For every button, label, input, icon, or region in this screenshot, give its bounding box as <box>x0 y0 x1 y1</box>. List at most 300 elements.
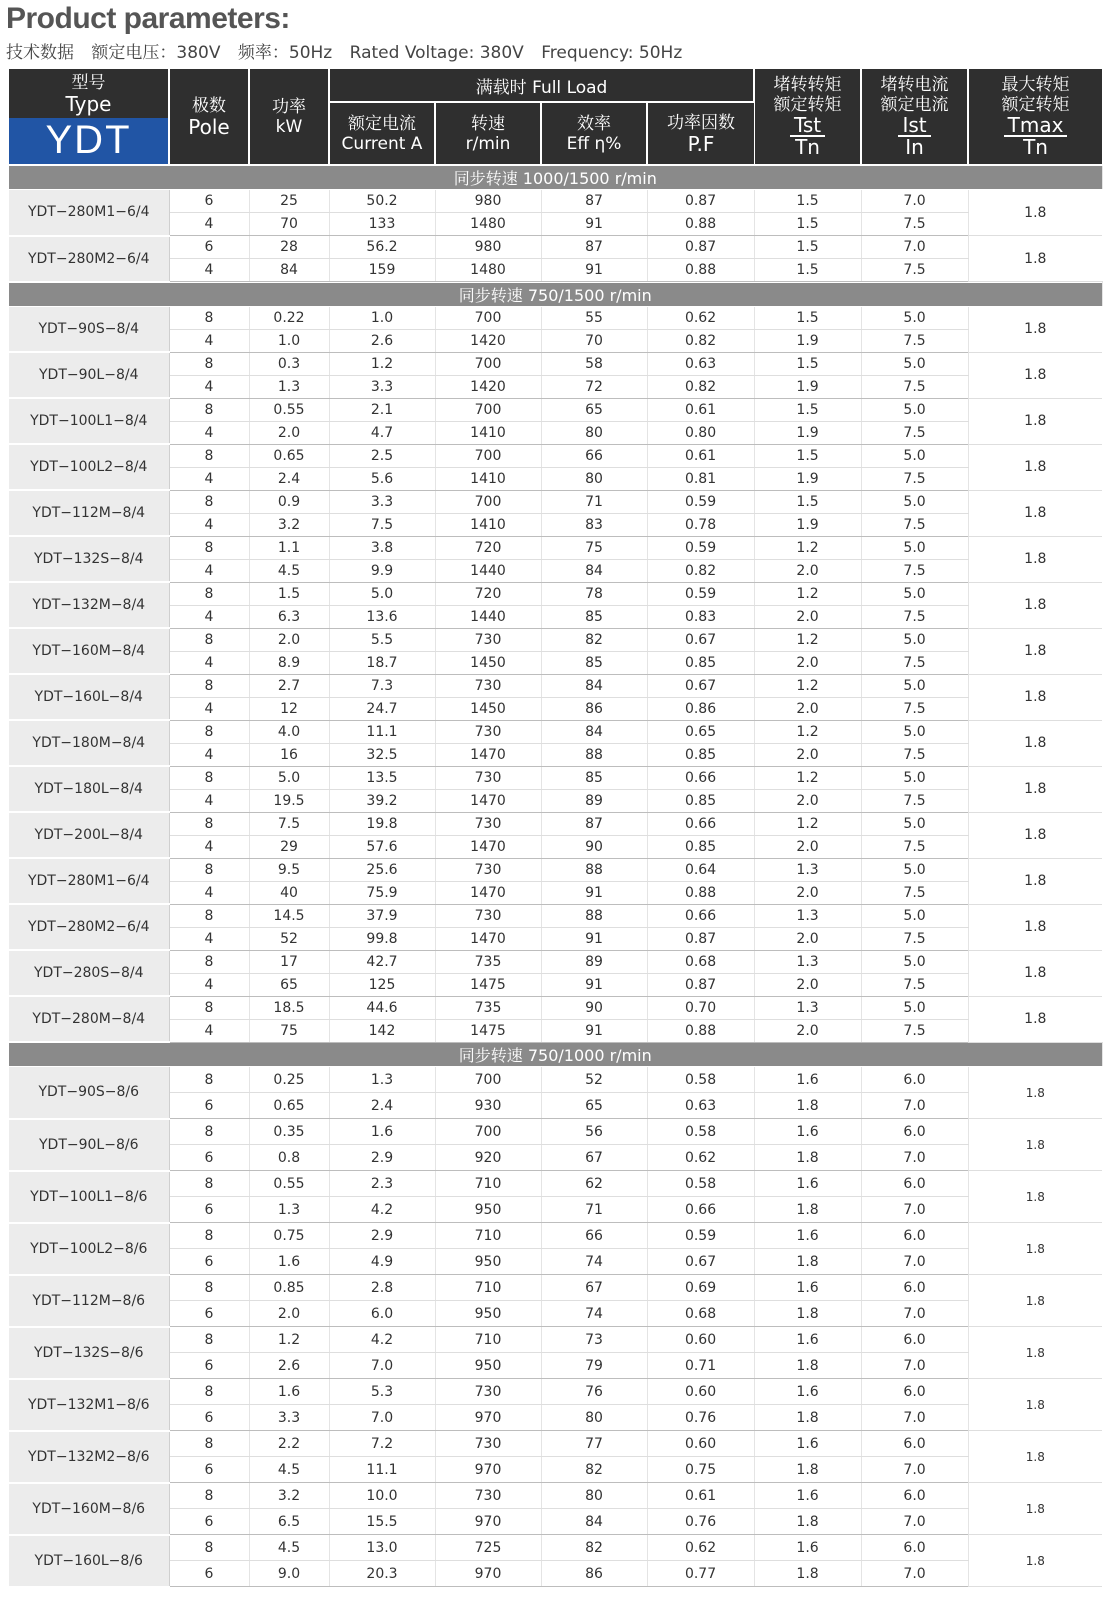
section-row <box>9 282 1102 307</box>
ist-ratio-cell: 7.0 <box>861 190 968 213</box>
table-row <box>9 513 1102 536</box>
header-power-cn: 功率 <box>272 96 306 117</box>
model-cell: YDT−160M−8/4 <box>9 628 169 674</box>
efficiency-cell: 52 <box>541 1067 647 1093</box>
power-cell: 2.2 <box>249 1431 329 1457</box>
tst-ratio-cell: 1.8 <box>754 1353 861 1379</box>
tst-ratio-cell: 1.9 <box>754 329 861 352</box>
speed-cell: 930 <box>435 1093 541 1119</box>
efficiency-cell: 86 <box>541 1561 647 1587</box>
speed-cell: 970 <box>435 1561 541 1587</box>
table-row <box>9 1405 1102 1431</box>
pole-cell: 8 <box>169 1119 249 1145</box>
pole-cell: 8 <box>169 352 249 375</box>
efficiency-cell: 79 <box>541 1353 647 1379</box>
subtitle-rated-voltage-en: Rated Voltage: 380V <box>349 43 524 63</box>
pole-cell: 8 <box>169 1275 249 1301</box>
model-cell: YDT−112M−8/6 <box>9 1275 169 1327</box>
current-cell: 15.5 <box>329 1509 435 1535</box>
power-factor-cell: 0.64 <box>647 858 754 881</box>
tmax-ratio-cell: 1.8 <box>968 1223 1102 1275</box>
power-cell: 0.9 <box>249 490 329 513</box>
power-factor-cell: 0.60 <box>647 1327 754 1353</box>
header-eff-cn: 效率 <box>577 113 611 134</box>
power-factor-cell: 0.85 <box>647 835 754 858</box>
tst-ratio-cell: 2.0 <box>754 789 861 812</box>
table-row <box>9 881 1102 904</box>
ist-ratio-cell: 7.5 <box>861 789 968 812</box>
speed-cell: 720 <box>435 536 541 559</box>
tst-ratio-cell: 1.8 <box>754 1145 861 1171</box>
power-cell: 65 <box>249 973 329 996</box>
table-row <box>9 213 1102 236</box>
efficiency-cell: 65 <box>541 1093 647 1119</box>
subtitle-cn-label: 技术数据 <box>6 43 74 63</box>
model-cell: YDT−90S−8/6 <box>9 1067 169 1119</box>
current-cell: 3.3 <box>329 490 435 513</box>
power-factor-cell: 0.83 <box>647 605 754 628</box>
current-cell: 6.0 <box>329 1301 435 1327</box>
power-factor-cell: 0.82 <box>647 329 754 352</box>
current-cell: 7.0 <box>329 1353 435 1379</box>
power-factor-cell: 0.88 <box>647 1019 754 1042</box>
header-tst-fraction <box>790 115 825 157</box>
ist-ratio-cell: 6.0 <box>861 1431 968 1457</box>
power-cell: 0.85 <box>249 1275 329 1301</box>
efficiency-cell: 91 <box>541 259 647 282</box>
ist-ratio-cell: 7.5 <box>861 697 968 720</box>
model-cell: YDT−112M−8/4 <box>9 490 169 536</box>
efficiency-cell: 89 <box>541 950 647 973</box>
efficiency-cell: 87 <box>541 236 647 259</box>
power-factor-cell: 0.71 <box>647 1353 754 1379</box>
speed-cell: 980 <box>435 190 541 213</box>
ist-ratio-cell: 7.0 <box>861 1197 968 1223</box>
section-row <box>9 1042 1102 1067</box>
efficiency-cell: 85 <box>541 766 647 789</box>
efficiency-cell: 91 <box>541 213 647 236</box>
pole-cell: 8 <box>169 582 249 605</box>
power-factor-cell: 0.85 <box>647 743 754 766</box>
ist-ratio-cell: 5.0 <box>861 536 968 559</box>
speed-cell: 710 <box>435 1171 541 1197</box>
efficiency-cell: 85 <box>541 605 647 628</box>
efficiency-cell: 82 <box>541 628 647 651</box>
efficiency-cell: 90 <box>541 835 647 858</box>
power-factor-cell: 0.66 <box>647 766 754 789</box>
power-cell: 14.5 <box>249 904 329 927</box>
power-factor-cell: 0.59 <box>647 1223 754 1249</box>
header-pf-cn: 功率因数 <box>667 112 736 133</box>
tst-ratio-cell: 2.0 <box>754 927 861 950</box>
speed-cell: 730 <box>435 904 541 927</box>
table-row <box>9 190 1102 213</box>
tst-ratio-cell: 1.2 <box>754 536 861 559</box>
ist-ratio-cell: 5.0 <box>861 720 968 743</box>
pole-cell: 6 <box>169 1301 249 1327</box>
ist-ratio-cell: 6.0 <box>861 1327 968 1353</box>
header-pole-en: Pole <box>188 114 230 139</box>
ist-ratio-cell: 5.0 <box>861 858 968 881</box>
tst-ratio-cell: 1.6 <box>754 1483 861 1509</box>
table-row <box>9 1067 1102 1093</box>
power-cell: 18.5 <box>249 996 329 1019</box>
speed-cell: 970 <box>435 1509 541 1535</box>
header-tmax-num: Tmax <box>1004 115 1068 137</box>
tst-ratio-cell: 1.8 <box>754 1561 861 1587</box>
ist-ratio-cell: 7.0 <box>861 1301 968 1327</box>
ist-ratio-cell: 7.5 <box>861 881 968 904</box>
power-factor-cell: 0.87 <box>647 190 754 213</box>
current-cell: 13.6 <box>329 605 435 628</box>
efficiency-cell: 67 <box>541 1275 647 1301</box>
speed-cell: 1470 <box>435 789 541 812</box>
ist-ratio-cell: 5.0 <box>861 306 968 329</box>
table-row <box>9 1561 1102 1587</box>
current-cell: 142 <box>329 1019 435 1042</box>
current-cell: 2.4 <box>329 1093 435 1119</box>
ist-ratio-cell: 5.0 <box>861 812 968 835</box>
current-cell: 2.5 <box>329 444 435 467</box>
pole-cell: 6 <box>169 1197 249 1223</box>
speed-cell: 1470 <box>435 835 541 858</box>
current-cell: 4.9 <box>329 1249 435 1275</box>
ist-ratio-cell: 5.0 <box>861 352 968 375</box>
header-pole-cn: 极数 <box>192 95 226 116</box>
current-cell: 13.0 <box>329 1535 435 1561</box>
pole-cell: 6 <box>169 1457 249 1483</box>
header-tmax-cn2: 额定转矩 <box>1001 95 1070 115</box>
power-cell: 1.6 <box>249 1379 329 1405</box>
model-cell: YDT−280M1−6/4 <box>9 858 169 904</box>
model-cell: YDT−280M2−6/4 <box>9 236 169 282</box>
speed-cell: 700 <box>435 306 541 329</box>
pole-cell: 8 <box>169 674 249 697</box>
tst-ratio-cell: 2.0 <box>754 835 861 858</box>
ist-ratio-cell: 7.0 <box>861 1353 968 1379</box>
section-row <box>9 165 1102 190</box>
speed-cell: 1440 <box>435 605 541 628</box>
pole-cell: 8 <box>169 306 249 329</box>
tst-ratio-cell: 1.2 <box>754 720 861 743</box>
header-current <box>329 102 435 165</box>
efficiency-cell: 82 <box>541 1457 647 1483</box>
power-cell: 17 <box>249 950 329 973</box>
ist-ratio-cell: 6.0 <box>861 1275 968 1301</box>
speed-cell: 1450 <box>435 651 541 674</box>
power-cell: 12 <box>249 697 329 720</box>
power-cell: 1.1 <box>249 536 329 559</box>
tmax-ratio-cell: 1.8 <box>968 904 1102 950</box>
efficiency-cell: 71 <box>541 490 647 513</box>
ist-ratio-cell: 7.0 <box>861 1561 968 1587</box>
tst-ratio-cell: 1.5 <box>754 444 861 467</box>
tst-ratio-cell: 1.5 <box>754 190 861 213</box>
power-factor-cell: 0.62 <box>647 1535 754 1561</box>
power-factor-cell: 0.63 <box>647 352 754 375</box>
tst-ratio-cell: 2.0 <box>754 605 861 628</box>
tst-ratio-cell: 2.0 <box>754 743 861 766</box>
pole-cell: 4 <box>169 789 249 812</box>
power-factor-cell: 0.60 <box>647 1431 754 1457</box>
tst-ratio-cell: 1.5 <box>754 398 861 421</box>
speed-cell: 710 <box>435 1327 541 1353</box>
parameters-table-wrap <box>9 69 1102 1588</box>
power-factor-cell: 0.76 <box>647 1405 754 1431</box>
efficiency-cell: 80 <box>541 467 647 490</box>
speed-cell: 730 <box>435 812 541 835</box>
header-ist-fraction <box>898 115 930 157</box>
section-title: 同步转速 750/1500 r/min <box>9 282 1102 307</box>
current-cell: 5.5 <box>329 628 435 651</box>
tmax-ratio-cell: 1.8 <box>968 1119 1102 1171</box>
efficiency-cell: 84 <box>541 674 647 697</box>
ist-ratio-cell: 7.5 <box>861 259 968 282</box>
header-tst-num: Tst <box>790 115 825 137</box>
tst-ratio-cell: 1.5 <box>754 490 861 513</box>
ist-ratio-cell: 6.0 <box>861 1379 968 1405</box>
power-cell: 0.75 <box>249 1223 329 1249</box>
current-cell: 159 <box>329 259 435 282</box>
table-row <box>9 697 1102 720</box>
efficiency-cell: 83 <box>541 513 647 536</box>
header-full-load: 满载时 Full Load <box>329 69 754 102</box>
table-row <box>9 1535 1102 1561</box>
tst-ratio-cell: 2.0 <box>754 651 861 674</box>
header-tmax-den: Tn <box>1023 135 1048 159</box>
table-row <box>9 651 1102 674</box>
efficiency-cell: 88 <box>541 743 647 766</box>
tst-ratio-cell: 1.8 <box>754 1197 861 1223</box>
current-cell: 75.9 <box>329 881 435 904</box>
header-speed <box>435 102 541 165</box>
speed-cell: 1475 <box>435 973 541 996</box>
power-cell: 6.5 <box>249 1509 329 1535</box>
power-factor-cell: 0.59 <box>647 490 754 513</box>
ist-ratio-cell: 7.5 <box>861 375 968 398</box>
power-cell: 40 <box>249 881 329 904</box>
pole-cell: 8 <box>169 1067 249 1093</box>
current-cell: 13.5 <box>329 766 435 789</box>
header-tst-cn1: 堵转转矩 <box>773 75 842 95</box>
model-cell: YDT−160L−8/6 <box>9 1535 169 1587</box>
power-cell: 1.2 <box>249 1327 329 1353</box>
power-factor-cell: 0.61 <box>647 1483 754 1509</box>
current-cell: 9.9 <box>329 559 435 582</box>
power-cell: 0.55 <box>249 398 329 421</box>
efficiency-cell: 66 <box>541 444 647 467</box>
pole-cell: 4 <box>169 375 249 398</box>
tmax-ratio-cell: 1.8 <box>968 1379 1102 1431</box>
table-row <box>9 559 1102 582</box>
table-row <box>9 352 1102 375</box>
power-cell: 1.3 <box>249 375 329 398</box>
efficiency-cell: 87 <box>541 190 647 213</box>
efficiency-cell: 91 <box>541 973 647 996</box>
table-header <box>9 69 1102 165</box>
speed-cell: 700 <box>435 1067 541 1093</box>
header-eff-en: Eff η% <box>566 133 622 154</box>
tst-ratio-cell: 1.2 <box>754 674 861 697</box>
table-row <box>9 1019 1102 1042</box>
speed-cell: 1440 <box>435 559 541 582</box>
tst-ratio-cell: 1.5 <box>754 236 861 259</box>
table-row <box>9 421 1102 444</box>
speed-cell: 710 <box>435 1275 541 1301</box>
table-row <box>9 766 1102 789</box>
table-row <box>9 605 1102 628</box>
model-cell: YDT−90S−8/4 <box>9 306 169 352</box>
power-cell: 1.6 <box>249 1249 329 1275</box>
table-body <box>9 165 1102 1587</box>
tmax-ratio-cell: 1.8 <box>968 1535 1102 1587</box>
current-cell: 32.5 <box>329 743 435 766</box>
table-row <box>9 375 1102 398</box>
speed-cell: 735 <box>435 996 541 1019</box>
speed-cell: 1420 <box>435 375 541 398</box>
header-speed-cn: 转速 <box>471 113 505 134</box>
efficiency-cell: 91 <box>541 881 647 904</box>
speed-cell: 970 <box>435 1405 541 1431</box>
table-row <box>9 306 1102 329</box>
header-ist-num: Ist <box>898 115 930 137</box>
speed-cell: 1480 <box>435 213 541 236</box>
header-tst-cn2: 额定转矩 <box>773 95 842 115</box>
tmax-ratio-cell: 1.8 <box>968 1431 1102 1483</box>
ist-ratio-cell: 7.5 <box>861 421 968 444</box>
tmax-ratio-cell: 1.8 <box>968 1327 1102 1379</box>
header-current-en: Current A <box>341 133 423 154</box>
model-cell: YDT−132M1−8/6 <box>9 1379 169 1431</box>
page-title: Product parameters: <box>6 2 290 35</box>
speed-cell: 1450 <box>435 697 541 720</box>
pole-cell: 8 <box>169 628 249 651</box>
tmax-ratio-cell: 1.8 <box>968 190 1102 236</box>
table-row <box>9 444 1102 467</box>
power-factor-cell: 0.59 <box>647 582 754 605</box>
power-cell: 4.5 <box>249 559 329 582</box>
pole-cell: 8 <box>169 444 249 467</box>
pole-cell: 4 <box>169 743 249 766</box>
speed-cell: 730 <box>435 766 541 789</box>
speed-cell: 730 <box>435 1379 541 1405</box>
power-cell: 4.5 <box>249 1457 329 1483</box>
speed-cell: 700 <box>435 490 541 513</box>
header-ist <box>861 69 968 165</box>
table-row <box>9 927 1102 950</box>
tst-ratio-cell: 1.5 <box>754 306 861 329</box>
ist-ratio-cell: 5.0 <box>861 766 968 789</box>
pole-cell: 6 <box>169 1249 249 1275</box>
table-row <box>9 789 1102 812</box>
ist-ratio-cell: 7.5 <box>861 559 968 582</box>
speed-cell: 1470 <box>435 927 541 950</box>
model-cell: YDT−160M−8/6 <box>9 1483 169 1535</box>
efficiency-cell: 91 <box>541 927 647 950</box>
power-cell: 0.25 <box>249 1067 329 1093</box>
power-cell: 0.65 <box>249 1093 329 1119</box>
efficiency-cell: 84 <box>541 1509 647 1535</box>
table-row <box>9 536 1102 559</box>
current-cell: 1.3 <box>329 1067 435 1093</box>
ist-ratio-cell: 7.0 <box>861 1093 968 1119</box>
tst-ratio-cell: 1.8 <box>754 1457 861 1483</box>
table-row <box>9 996 1102 1019</box>
ist-ratio-cell: 5.0 <box>861 904 968 927</box>
power-cell: 70 <box>249 213 329 236</box>
ist-ratio-cell: 7.0 <box>861 1249 968 1275</box>
efficiency-cell: 75 <box>541 536 647 559</box>
tst-ratio-cell: 2.0 <box>754 973 861 996</box>
speed-cell: 700 <box>435 444 541 467</box>
pole-cell: 8 <box>169 1431 249 1457</box>
power-factor-cell: 0.69 <box>647 1275 754 1301</box>
table-row <box>9 973 1102 996</box>
efficiency-cell: 88 <box>541 858 647 881</box>
table-row <box>9 1509 1102 1535</box>
pole-cell: 8 <box>169 1379 249 1405</box>
pole-cell: 4 <box>169 421 249 444</box>
speed-cell: 1475 <box>435 1019 541 1042</box>
ydt-logo: YDT <box>9 118 168 164</box>
power-factor-cell: 0.66 <box>647 1197 754 1223</box>
efficiency-cell: 86 <box>541 697 647 720</box>
power-factor-cell: 0.87 <box>647 973 754 996</box>
ist-ratio-cell: 7.0 <box>861 1145 968 1171</box>
efficiency-cell: 67 <box>541 1145 647 1171</box>
power-cell: 0.8 <box>249 1145 329 1171</box>
speed-cell: 1410 <box>435 421 541 444</box>
speed-cell: 710 <box>435 1223 541 1249</box>
efficiency-cell: 91 <box>541 1019 647 1042</box>
model-cell: YDT−132M2−8/6 <box>9 1431 169 1483</box>
power-factor-cell: 0.66 <box>647 904 754 927</box>
pole-cell: 8 <box>169 996 249 1019</box>
table-row <box>9 904 1102 927</box>
model-cell: YDT−132S−8/4 <box>9 536 169 582</box>
current-cell: 7.2 <box>329 1431 435 1457</box>
power-factor-cell: 0.61 <box>647 444 754 467</box>
efficiency-cell: 74 <box>541 1249 647 1275</box>
power-factor-cell: 0.66 <box>647 812 754 835</box>
section-title: 同步转速 1000/1500 r/min <box>9 165 1102 190</box>
ist-ratio-cell: 7.0 <box>861 1509 968 1535</box>
current-cell: 1.0 <box>329 306 435 329</box>
ist-ratio-cell: 6.0 <box>861 1535 968 1561</box>
current-cell: 7.3 <box>329 674 435 697</box>
header-tmax-cn1: 最大转矩 <box>1001 75 1070 95</box>
pole-cell: 8 <box>169 1483 249 1509</box>
table-row <box>9 1379 1102 1405</box>
pole-cell: 4 <box>169 973 249 996</box>
efficiency-cell: 66 <box>541 1223 647 1249</box>
power-factor-cell: 0.76 <box>647 1509 754 1535</box>
parameters-table <box>9 69 1103 1588</box>
pole-cell: 8 <box>169 536 249 559</box>
power-cell: 1.3 <box>249 1197 329 1223</box>
speed-cell: 950 <box>435 1353 541 1379</box>
speed-cell: 950 <box>435 1301 541 1327</box>
pole-cell: 4 <box>169 651 249 674</box>
header-pf <box>647 102 754 165</box>
ist-ratio-cell: 5.0 <box>861 582 968 605</box>
tmax-ratio-cell: 1.8 <box>968 950 1102 996</box>
table-row <box>9 490 1102 513</box>
speed-cell: 1470 <box>435 743 541 766</box>
efficiency-cell: 88 <box>541 904 647 927</box>
ist-ratio-cell: 6.0 <box>861 1171 968 1197</box>
ist-ratio-cell: 7.5 <box>861 973 968 996</box>
